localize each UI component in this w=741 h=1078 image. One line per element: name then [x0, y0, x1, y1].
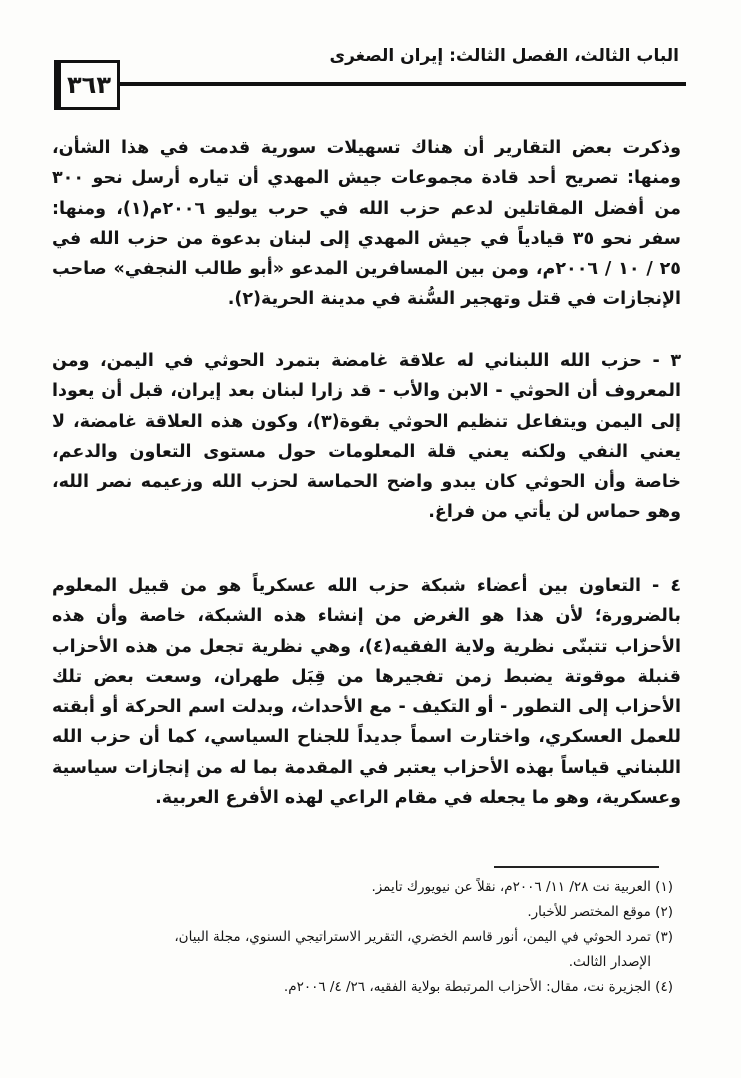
body-paragraph-2	[52, 346, 681, 528]
paragraph-text: وذكرت بعض التقارير أن هناك تسهيلات سورية قدمت في هذا الشأن، ومنها: تصريح أحد قادة مجموعات جيش المهدي أن تياره أرسل نحو ٣٠٠ من أفضل المقاتلين لدعم حزب الله في حرب يوليو ٢٠٠٦م(١)، ومنها: سفر نحو ٣٥ قيادياً في جيش المهدي إلى لبنان بدعوة من حزب الله في ٢٥ / ١٠ / ٢٠٠٦م، ومن بين المسافرين المدعو «أبو طالب النجفي» صاحب الإنجازات في قتل وتهجير السُّنة في مدينة الحرية(٢).	[52, 138, 681, 310]
footnote-2: (٢) موقع المختصر للأخبار.	[527, 904, 673, 920]
paragraph-text: ٣ - حزب الله اللبناني له علاقة غامضة بتمرد الحوثي في اليمن، ومن المعروف أن الحوثي - الابن والأب - قد زارا لبنان بعد إيران، قبل أن يعودا إلى اليمن ويتفاعل تنظيم الحوثي بقوة(٣)، وكون هذه العلاقة غامضة، لا يعني النفي ولكنه يعني قلة المعلومات حول مستوى التعاون والدعم، خاصة وأن الحوثي كان يبدو واضح الحماسة لحزب الله وزعيمه نصر الله، وهو حماس لن يأتي من فراغ.	[52, 351, 681, 523]
footnote-3-continuation: الإصدار الثالث.	[568, 954, 651, 970]
footnote-4: (٤) الجزيرة نت، مقال: الأحزاب المرتبطة بولاية الفقيه، ٢٦/ ٤/ ٢٠٠٦م.	[283, 979, 673, 995]
paragraph-text: ٤ - التعاون بين أعضاء شبكة حزب الله عسكرياً هو من قبيل المعلوم بالضرورة؛ لأن هذا هو الغرض من إنشاء هذه الشبكة، خاصة وأن هذه الأحزاب تتبنّى نظرية ولاية الفقيه(٤)، وهي نظرية تجعل من هذه الأحزاب قنبلة موقوتة يضبط زمن تفجيرها من قِبَل طهران، وسعت بعض تلك الأحزاب إلى التطور - أو التكيف - مع الأحداث، وبدلت اسم الحركة أو أبقته للعمل العسكري، واختارت اسماً جديداً للجناح السياسي، كما أن حزب الله اللبناني قياساً بهذه الأحزاب يعتبر في المقدمة بما له من إنجازات سياسية وعسكرية، وهو ما يجعله في مقام الراعي لهذه الأفرع العربية.	[52, 576, 681, 809]
body-paragraph-3	[52, 571, 681, 813]
page-number: ٣٦٣	[54, 60, 120, 110]
header-rule	[120, 82, 686, 86]
body-paragraph-1	[52, 133, 681, 315]
footnote-separator	[494, 866, 659, 868]
footnote-3-text: (٣) تمرد الحوثي في اليمن، أنور قاسم الخضري، التقرير الاستراتيجي السنوي، مجلة البيان،	[174, 929, 673, 945]
footnote-3	[52, 925, 673, 975]
footnote-1: (١) العربية نت ٢٨/ ١١/ ٢٠٠٦م، نقلاً عن نيويورك تايمز.	[371, 879, 673, 895]
footnotes	[52, 875, 673, 1000]
running-header: الباب الثالث، الفصل الثالث: إيران الصغرى	[329, 46, 679, 66]
